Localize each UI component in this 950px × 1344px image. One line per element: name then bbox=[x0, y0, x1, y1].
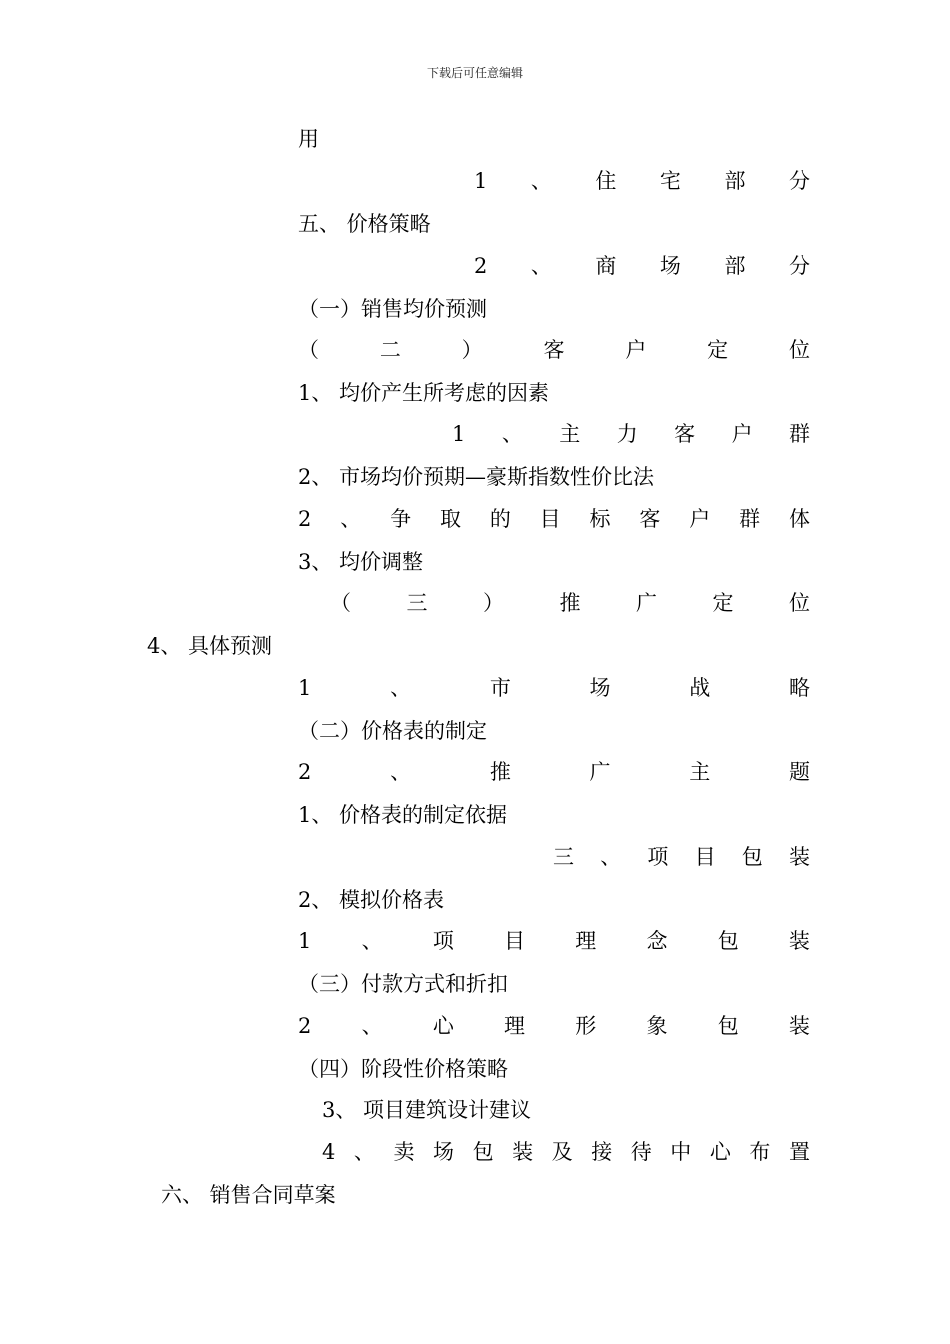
line-char: 、 bbox=[361, 929, 383, 953]
line-char: ） bbox=[461, 338, 483, 362]
line-char: 、 bbox=[340, 507, 362, 531]
text-line-2 bbox=[474, 168, 810, 194]
line-char: 广 bbox=[589, 760, 611, 784]
line-char: 及 bbox=[551, 1140, 573, 1164]
line-char: 定 bbox=[712, 591, 734, 615]
text-line-16 bbox=[298, 759, 810, 785]
text-line-1: 用 bbox=[298, 127, 319, 151]
line-char: 、 bbox=[390, 760, 412, 784]
text-line-15: （二）价格表的制定 bbox=[298, 719, 487, 743]
line-char: 、 bbox=[390, 676, 412, 700]
line-char: 争 bbox=[390, 507, 412, 531]
line-char: 推 bbox=[559, 591, 581, 615]
text-line-26: 六、 销售合同草案 bbox=[161, 1183, 336, 1207]
line-char: 目 bbox=[504, 929, 526, 953]
line-char: 市 bbox=[489, 676, 511, 700]
line-char: 分 bbox=[788, 254, 810, 278]
line-char: 包 bbox=[472, 1140, 494, 1164]
line-char: 、 bbox=[353, 1140, 375, 1164]
line-char: 客 bbox=[639, 507, 661, 531]
line-char: 4 bbox=[322, 1140, 336, 1164]
line-char: 住 bbox=[595, 169, 617, 193]
line-char: 念 bbox=[646, 929, 668, 953]
line-char: 略 bbox=[788, 676, 810, 700]
line-char: 的 bbox=[489, 507, 511, 531]
line-char: 取 bbox=[439, 507, 461, 531]
line-char: 、 bbox=[600, 845, 622, 869]
line-char: 战 bbox=[689, 676, 711, 700]
text-line-4 bbox=[474, 253, 810, 279]
line-char: （ bbox=[298, 338, 319, 362]
text-line-14 bbox=[298, 675, 810, 701]
text-line-3: 五、 价格策略 bbox=[298, 212, 431, 236]
line-char: 分 bbox=[788, 169, 810, 193]
line-char: 群 bbox=[789, 422, 810, 446]
line-char: （ bbox=[330, 591, 351, 615]
line-char: 题 bbox=[788, 760, 810, 784]
text-line-10 bbox=[298, 506, 810, 532]
line-char: 包 bbox=[717, 929, 739, 953]
line-char: 、 bbox=[501, 422, 523, 446]
line-char: 2 bbox=[298, 1014, 312, 1038]
line-char: 装 bbox=[512, 1140, 534, 1164]
line-char: 力 bbox=[616, 422, 638, 446]
line-char: 推 bbox=[489, 760, 511, 784]
line-char: 、 bbox=[530, 254, 552, 278]
line-char: 标 bbox=[589, 507, 611, 531]
line-char: 二 bbox=[379, 338, 401, 362]
line-char: 2 bbox=[474, 254, 488, 278]
line-char: 定 bbox=[707, 338, 729, 362]
text-line-23: （四）阶段性价格策略 bbox=[298, 1057, 508, 1081]
text-line-7: 1、 均价产生所考虑的因素 bbox=[298, 381, 550, 405]
line-char: 宅 bbox=[659, 169, 681, 193]
line-char: 装 bbox=[788, 929, 810, 953]
line-char: 场 bbox=[589, 676, 611, 700]
line-char: 客 bbox=[674, 422, 696, 446]
line-char: 客 bbox=[543, 338, 565, 362]
line-char: 项 bbox=[647, 845, 669, 869]
text-line-17: 1、 价格表的制定依据 bbox=[298, 803, 508, 827]
line-char: 布 bbox=[749, 1140, 771, 1164]
line-char: 户 bbox=[689, 507, 711, 531]
line-char: 理 bbox=[575, 929, 597, 953]
text-line-20 bbox=[298, 928, 810, 954]
line-char: 场 bbox=[659, 254, 681, 278]
line-char: 1 bbox=[452, 422, 466, 446]
line-char: ） bbox=[483, 591, 504, 615]
text-line-9: 2、 市场均价预期—豪斯指数性价比法 bbox=[298, 465, 655, 489]
line-char: 2 bbox=[298, 760, 312, 784]
text-line-11: 3、 均价调整 bbox=[298, 550, 424, 574]
line-char: 三 bbox=[406, 591, 428, 615]
line-char: 部 bbox=[724, 169, 746, 193]
text-line-22 bbox=[298, 1013, 810, 1039]
line-char: 装 bbox=[788, 1014, 810, 1038]
text-line-24: 3、 项目建筑设计建议 bbox=[322, 1098, 532, 1122]
line-char: 2 bbox=[298, 507, 312, 531]
text-line-19: 2、 模拟价格表 bbox=[298, 888, 445, 912]
text-line-13: 4、 具体预测 bbox=[147, 634, 273, 658]
line-char: 目 bbox=[694, 845, 716, 869]
line-char: 1 bbox=[298, 929, 312, 953]
line-char: 装 bbox=[788, 845, 810, 869]
line-char: 形 bbox=[575, 1014, 597, 1038]
text-line-6 bbox=[298, 337, 810, 363]
line-char: 户 bbox=[731, 422, 753, 446]
line-char: 包 bbox=[717, 1014, 739, 1038]
line-char: 广 bbox=[636, 591, 657, 615]
line-char: 1 bbox=[298, 676, 312, 700]
line-char: 商 bbox=[595, 254, 617, 278]
line-char: 部 bbox=[724, 254, 746, 278]
text-line-18 bbox=[553, 844, 810, 870]
line-char: 项 bbox=[432, 929, 454, 953]
text-line-8 bbox=[452, 421, 810, 447]
line-char: 、 bbox=[361, 1014, 383, 1038]
line-char: 目 bbox=[539, 507, 561, 531]
line-char: 群 bbox=[739, 507, 761, 531]
line-char: 、 bbox=[530, 169, 552, 193]
line-char: 卖 bbox=[393, 1140, 415, 1164]
text-line-25 bbox=[322, 1139, 810, 1165]
line-char: 位 bbox=[789, 591, 810, 615]
line-char: 主 bbox=[559, 422, 581, 446]
line-char: 体 bbox=[788, 507, 810, 531]
line-char: 户 bbox=[625, 338, 647, 362]
line-char: 置 bbox=[788, 1140, 810, 1164]
line-char: 待 bbox=[630, 1140, 652, 1164]
line-char: 包 bbox=[741, 845, 763, 869]
line-char: 主 bbox=[689, 760, 711, 784]
text-line-12 bbox=[330, 590, 810, 616]
line-char: 象 bbox=[646, 1014, 668, 1038]
line-char: 心 bbox=[709, 1140, 731, 1164]
text-line-5: （一）销售均价预测 bbox=[298, 297, 487, 321]
line-char: 中 bbox=[670, 1140, 692, 1164]
line-char: 位 bbox=[788, 338, 810, 362]
text-line-21: （三）付款方式和折扣 bbox=[298, 972, 508, 996]
line-char: 理 bbox=[504, 1014, 526, 1038]
line-char: 场 bbox=[433, 1140, 455, 1164]
line-char: 接 bbox=[591, 1140, 613, 1164]
line-char: 三 bbox=[553, 845, 574, 869]
line-char: 1 bbox=[474, 169, 488, 193]
line-char: 心 bbox=[432, 1014, 454, 1038]
page-header: 下载后可任意编辑 bbox=[426, 66, 523, 80]
